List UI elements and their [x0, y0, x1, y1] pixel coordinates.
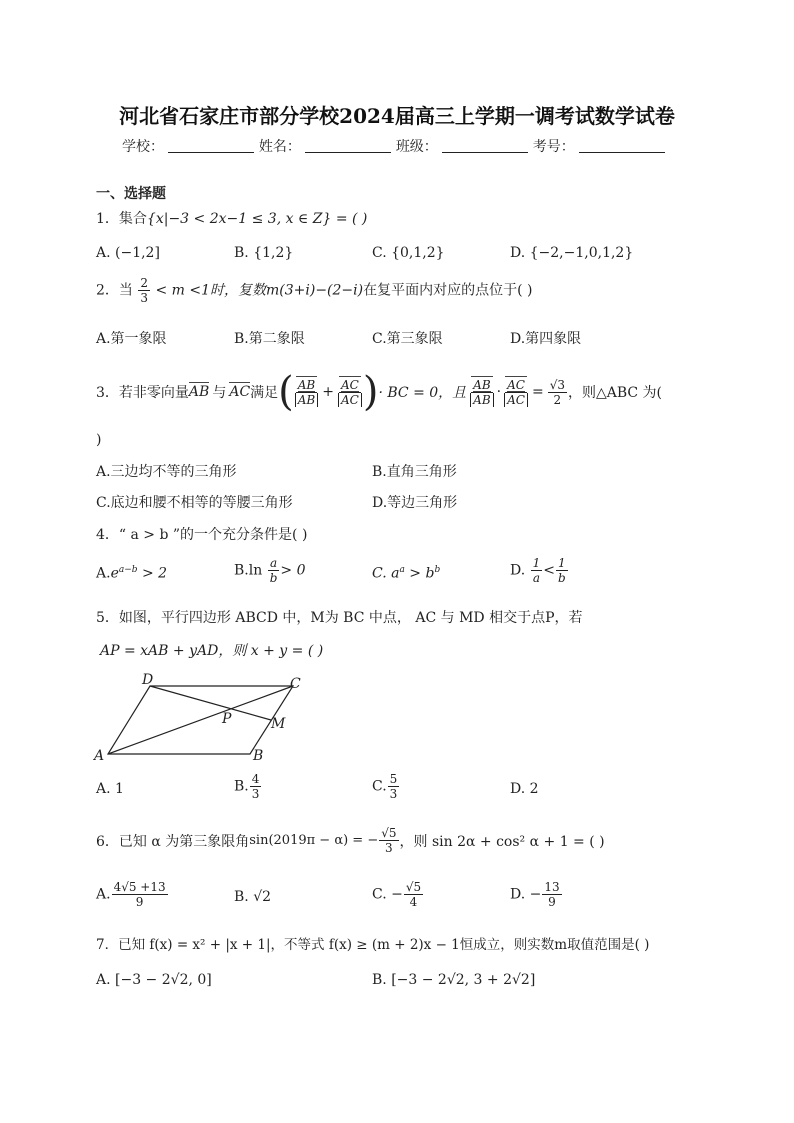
label-a: A [94, 748, 105, 764]
question-1 [96, 208, 367, 228]
q3-option-c[interactable]: C.底边和腰不相等的等腰三角形 [96, 495, 293, 511]
q6-option-d[interactable]: D. − $\frac{13}{9}$ [510, 880, 560, 909]
question-2 [96, 276, 532, 305]
q7-option-b[interactable]: B. [−3 − 2√2, 3 + 2√2] [372, 972, 536, 988]
school-blank[interactable] [168, 138, 254, 153]
id-blank[interactable] [579, 138, 665, 153]
label-m: M [271, 716, 286, 732]
q6-expr: sin(2019π − α) = − [249, 833, 379, 848]
question-7: 7．已知 f(x) = x² + |x + 1|，不等式 f(x) ≥ (m + 2)x − 1恒成立，则实数m取值范围是( ) [96, 937, 650, 953]
q4-option-a[interactable]: $A.e^{a-b} > 2$ [96, 565, 168, 582]
q2-mid: < m <1时，复数 [155, 282, 267, 299]
diagonal-ac [108, 686, 293, 754]
q5-option-c[interactable]: C. $\frac{5}{3}$ [372, 772, 398, 801]
exam-title: 河北省石家庄市部分学校2024届高三上学期一调考试数学试卷 [119, 104, 675, 128]
q6-post: ，则 sin 2α + cos² α + 1 = ( ) [399, 833, 605, 850]
q3-close: ) [96, 432, 102, 448]
q3-lparen: ( [278, 369, 294, 415]
q2-fraction: $\frac{2}{3}$ [140, 276, 149, 305]
q2-expr: m(3+i)−(2−i) [266, 282, 364, 299]
q3-unit-ab: $\frac{AB}{AB}$ [295, 378, 318, 407]
label-c: C [290, 676, 301, 692]
q2-option-c[interactable]: C.第三象限 [372, 331, 443, 347]
q1-option-d[interactable]: D. {−2,−1,0,1,2} [510, 245, 634, 261]
q3-bc: · BC = 0，且 [378, 385, 467, 401]
parallelogram-figure [90, 670, 320, 770]
q3-post: ，则△ABC 为( [567, 385, 663, 401]
q7-option-a[interactable]: A. [−3 − 2√2, 0] [96, 972, 212, 988]
label-b: B [253, 748, 264, 764]
question-3: 3．若非零向量 AB 与 AC 满足 ( $\frac{AB}{AB}$ + $\frac{AC}{AC}$ ) · BC = 0，且 $\frac{AB}{AB}$ · $\frac{AC}{AC}$ = $\frac{√3}{2}$ ，则△ABC 为( [96, 369, 663, 415]
q3-ratio: $\frac{√3}{2}$ [549, 377, 565, 407]
q2-post: 在复平面内对应的点位于( ) [363, 282, 533, 299]
class-blank[interactable] [442, 138, 528, 153]
q5-option-a[interactable]: A. 1 [96, 781, 124, 797]
q5-option-b[interactable]: B. $\frac{4}{3}$ [234, 772, 260, 801]
q1-option-b[interactable]: B. {1,2} [234, 245, 294, 261]
segment-dm [150, 686, 271, 720]
q3-vec-ab: AB [188, 384, 210, 400]
label-d: D [142, 672, 154, 688]
question-5-line2: AP = xAB + yAD，则 x + y = ( ) [100, 643, 324, 659]
q3-vec-ac: AC [229, 384, 251, 400]
q2-pre: 2．当 [96, 282, 133, 299]
q3-eq: = [531, 384, 544, 400]
q6-option-a[interactable]: A. $\frac{4√5 +13}{9}$ [96, 880, 166, 909]
q3-unit-ac-2: $\frac{AC}{AC}$ [504, 378, 528, 407]
q3-unit-ab-2: $\frac{AB}{AB}$ [470, 378, 493, 407]
section-heading: 一、选择题 [96, 186, 166, 202]
q2-option-b[interactable]: B.第二象限 [234, 331, 305, 347]
label-p: P [222, 711, 232, 727]
question-6 [96, 826, 605, 855]
q3-sat: 满足 [250, 385, 279, 401]
q4-option-c[interactable]: C. $a^a > b^b$ [372, 565, 441, 582]
q3-pre: 3．若非零向量 [96, 385, 189, 401]
q1-option-a[interactable]: A. (−1,2] [96, 245, 160, 261]
q2-option-a[interactable]: A.第一象限 [96, 331, 167, 347]
name-label: 姓名： [258, 139, 301, 155]
q3-rparen: ) [362, 369, 379, 415]
q3-with: 与 [212, 385, 227, 401]
q6-option-b[interactable]: B. √2 [234, 889, 272, 905]
q1-set: {x|−3 < 2x−1 ≤ 3, x ∈ Z} = ( ) [146, 211, 368, 227]
question-4: 4．“ a > b ”的一个充分条件是( ) [96, 527, 308, 543]
q3-option-b[interactable]: B.直角三角形 [372, 464, 457, 480]
q6-pre: 6．已知 α 为第三象限角 [96, 833, 250, 850]
q3-option-a[interactable]: A.三边均不等的三角形 [96, 464, 237, 480]
id-label: 考号： [532, 139, 575, 155]
q4-option-d[interactable]: D. $\frac{1}{a}$ < $\frac{1}{b}$ [510, 556, 566, 585]
class-label: 班级： [395, 139, 438, 155]
school-label: 学校： [122, 139, 164, 155]
q1-stem: 1．集合 [96, 211, 147, 227]
name-blank[interactable] [305, 138, 391, 153]
q3-unit-ac: $\frac{AC}{AC}$ [338, 378, 362, 407]
q6-fraction: $\frac{√5}{3}$ [381, 826, 397, 855]
student-info-line [122, 136, 665, 156]
q2-option-d[interactable]: D.第四象限 [510, 331, 582, 347]
q5-option-d[interactable]: D. 2 [510, 781, 539, 797]
q3-option-d[interactable]: D.等边三角形 [372, 495, 458, 511]
q4-option-b[interactable]: B.ln $\frac{a}{b}$ > 0 [234, 556, 306, 585]
question-5-line1: 5．如图，平行四边形 ABCD 中，M为 BC 中点， AC 与 MD 相交于点P，若 [96, 610, 583, 626]
q1-option-c[interactable]: C. {0,1,2} [372, 245, 445, 261]
q6-option-c[interactable]: C. − $\frac{√5}{4}$ [372, 880, 422, 909]
